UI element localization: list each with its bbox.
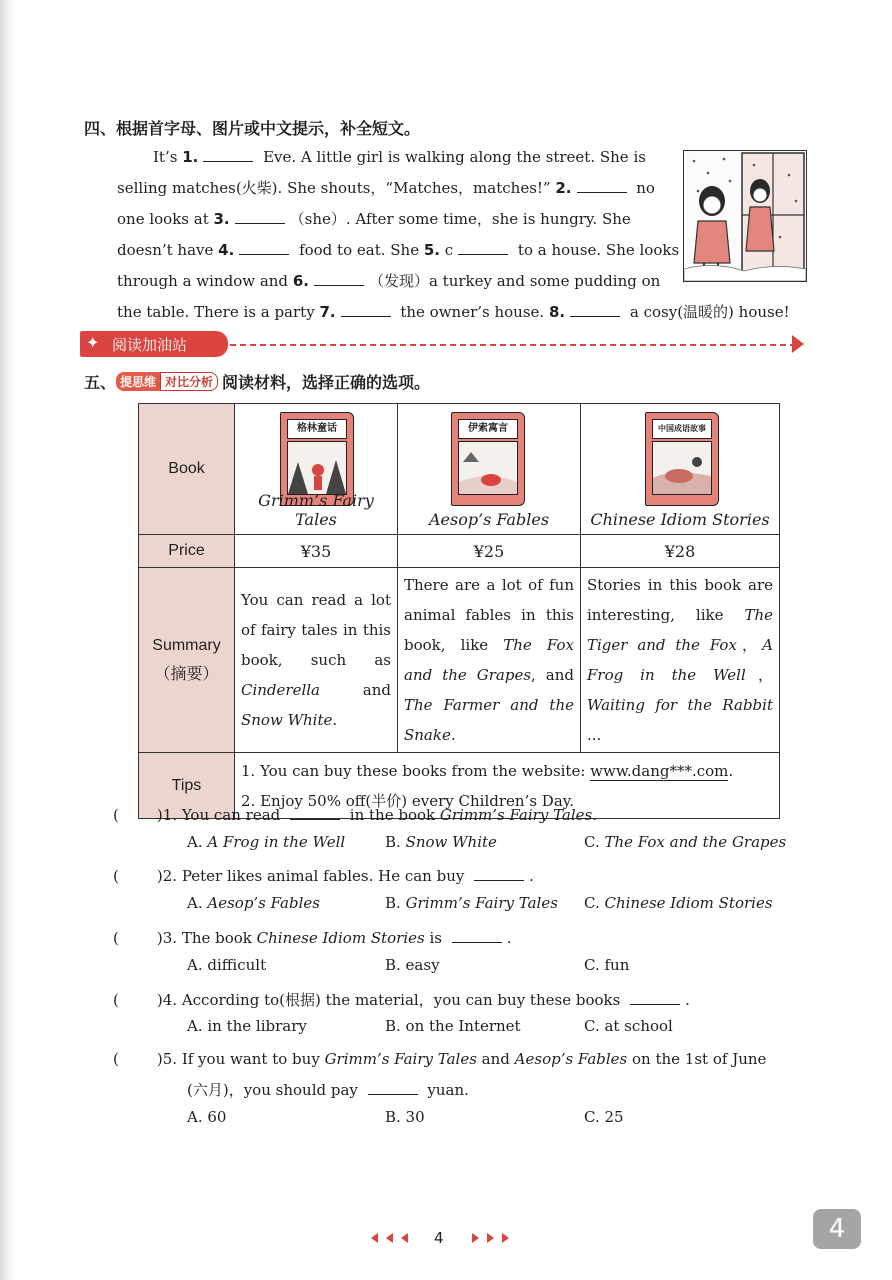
section5-prefix: 五、 bbox=[84, 373, 117, 392]
price-row bbox=[139, 535, 780, 568]
q1-option-b[interactable]: B. Snow White bbox=[385, 833, 497, 851]
summary-aesop: There are a lot of fun animal fables in this book, like The Fox and the Grapes, and The Farmer and the Snake. bbox=[398, 568, 581, 753]
star-icon: ✦ bbox=[86, 333, 100, 352]
cover-picture-aesop bbox=[458, 441, 518, 495]
book-cell-aesop bbox=[398, 404, 581, 535]
summary-idiom: Stories in this book are interesting, like The Tiger and the Fox，A Frog in the Well，Waiting for the Rabbit ... bbox=[581, 568, 780, 753]
q1-option-c[interactable]: C. The Fox and the Grapes bbox=[584, 833, 787, 851]
question-2: ( )2. Peter likes animal fables. He can buy . bbox=[113, 863, 534, 885]
summary-label-cn: （摘要） bbox=[154, 665, 219, 683]
tip-1: 1. You can buy these books from the website: www.dang***.com. bbox=[241, 761, 734, 780]
question-5: ( )5. If you want to buy Grimm’s Fairy Tales and Aesop’s Fables on the 1st of June bbox=[113, 1047, 766, 1068]
passage-line-6: the table. There is a party 7. the owner’s house. 8. a cosy(温暖的) house! bbox=[117, 297, 790, 328]
website-link[interactable]: www.dang***.com bbox=[590, 761, 729, 780]
banner-dashed-line bbox=[230, 344, 796, 346]
price-grimm: ¥35 bbox=[235, 535, 398, 568]
blank-5[interactable] bbox=[458, 237, 508, 255]
q3-blank[interactable] bbox=[452, 925, 502, 943]
books-table bbox=[138, 403, 780, 819]
q1-blank[interactable] bbox=[290, 802, 340, 820]
price-aesop: ¥25 bbox=[398, 535, 581, 568]
book-cell-idiom bbox=[581, 404, 780, 535]
question-5-line-2: (六月)，you should pay yuan. bbox=[187, 1077, 469, 1100]
prev-arrow-icon bbox=[401, 1233, 408, 1243]
row-label-price: Price bbox=[139, 535, 235, 568]
q3-option-a[interactable]: A. difficult bbox=[187, 956, 267, 974]
book-title-idiom: Chinese Idiom Stories bbox=[590, 510, 770, 529]
row-label-book: Book bbox=[139, 404, 235, 535]
book-cell-grimm bbox=[235, 404, 398, 535]
section5-heading-row bbox=[84, 370, 430, 393]
match-girl-illustration bbox=[683, 150, 807, 282]
answer-slot-4[interactable] bbox=[124, 988, 152, 1005]
banner-label-box bbox=[80, 331, 228, 357]
blank-1[interactable] bbox=[203, 144, 253, 162]
q3-option-c[interactable]: C. fun bbox=[584, 956, 630, 974]
passage-line-3: one looks at 3. （she）. After some time，she is hungry. She bbox=[117, 204, 790, 235]
page-corner-badge: 4 bbox=[813, 1209, 861, 1249]
banner-label: 阅读加油站 bbox=[112, 336, 188, 354]
next-arrow-icon bbox=[502, 1233, 509, 1243]
cover-picture-idiom bbox=[652, 441, 712, 495]
q2-blank[interactable] bbox=[474, 863, 524, 881]
reading-banner bbox=[80, 331, 804, 359]
prev-arrow-icon bbox=[386, 1233, 393, 1243]
summary-row bbox=[139, 568, 780, 753]
passage-line-5: through a window and 6. （发现）a turkey and some pudding on bbox=[117, 266, 790, 297]
blank-3[interactable] bbox=[235, 206, 285, 224]
book-cover-aesop bbox=[451, 412, 525, 506]
q5-blank[interactable] bbox=[368, 1077, 418, 1095]
page-edge-shadow bbox=[0, 0, 16, 1280]
passage-line-4: doesn’t have 4. food to eat. She 5. c to a house. She looks bbox=[117, 235, 790, 266]
q1-option-a[interactable]: A. A Frog in the Well bbox=[187, 833, 346, 851]
answer-slot-5[interactable] bbox=[124, 1047, 152, 1064]
section5-heading: 阅读材料，选择正确的选项。 bbox=[222, 373, 431, 392]
q5-option-c[interactable]: C. 25 bbox=[584, 1108, 624, 1126]
blank-6[interactable] bbox=[314, 268, 364, 286]
answer-slot-1[interactable] bbox=[124, 803, 152, 820]
question-3: ( )3. The book Chinese Idiom Stories is . bbox=[113, 925, 512, 947]
q4-blank[interactable] bbox=[630, 987, 680, 1005]
page-number: 4 bbox=[434, 1229, 444, 1247]
question-4: ( )4. According to(根据) the material，you can buy these books . bbox=[113, 987, 690, 1010]
q2-option-a[interactable]: A. Aesop’s Fables bbox=[187, 894, 320, 912]
match-girl-drawing bbox=[684, 151, 806, 281]
cover-title-aesop: 伊索寓言 bbox=[458, 419, 518, 439]
book-row bbox=[139, 404, 780, 535]
summary-grimm: You can read a lot of fairy tales in this book, such as Cinderella and Snow White. bbox=[235, 568, 398, 753]
banner-arrow-icon bbox=[792, 335, 804, 353]
book-cover-idiom bbox=[645, 412, 719, 506]
q2-option-b[interactable]: B. Grimm’s Fairy Tales bbox=[385, 894, 558, 912]
next-arrow-icon bbox=[472, 1233, 479, 1243]
q5-option-b[interactable]: B. 30 bbox=[385, 1108, 425, 1126]
summary-label-en: Summary bbox=[152, 636, 221, 654]
book-title-aesop: Aesop’s Fables bbox=[428, 510, 550, 529]
cover-picture-grimm bbox=[287, 441, 347, 495]
answer-slot-3[interactable] bbox=[124, 926, 152, 943]
book-title-grimm: Grimm’s Fairy Tales bbox=[258, 491, 374, 529]
prev-arrow-icon bbox=[371, 1233, 378, 1243]
row-label-summary bbox=[139, 568, 235, 753]
thinking-badge: 提思维 bbox=[116, 372, 160, 391]
q4-option-c[interactable]: C. at school bbox=[584, 1017, 673, 1035]
question-1: ( )1. You can read in the book Grimm’s Fairy Tales. bbox=[113, 802, 597, 824]
cover-title-grimm: 格林童话 bbox=[287, 419, 347, 439]
answer-slot-2[interactable] bbox=[124, 864, 152, 881]
blank-2[interactable] bbox=[577, 175, 627, 193]
blank-8[interactable] bbox=[570, 299, 620, 317]
q5-option-a[interactable]: A. 60 bbox=[187, 1108, 227, 1126]
passage-line-1: It’s 1. Eve. A little girl is walking along the street. She is bbox=[117, 142, 790, 173]
row-label-tips: Tips bbox=[139, 753, 235, 819]
next-arrow-icon bbox=[487, 1233, 494, 1243]
tip-2: 2. Enjoy 50% off(半价) every Children’s Day. bbox=[241, 791, 575, 810]
section4-heading: 四、根据首字母、图片或中文提示，补全短文。 bbox=[84, 119, 421, 138]
blank-4[interactable] bbox=[239, 237, 289, 255]
blank-7[interactable] bbox=[341, 299, 391, 317]
passage-line-2: selling matches(火柴). She shouts，“Matches，matches!” 2. no bbox=[117, 173, 790, 204]
q4-option-a[interactable]: A. in the library bbox=[187, 1017, 307, 1035]
cover-title-idiom: 中国成语故事 bbox=[652, 419, 712, 439]
q3-option-b[interactable]: B. easy bbox=[385, 956, 440, 974]
compare-badge: 对比分析 bbox=[160, 372, 218, 391]
price-idiom: ¥28 bbox=[581, 535, 780, 568]
q4-option-b[interactable]: B. on the Internet bbox=[385, 1017, 521, 1035]
q2-option-c[interactable]: C. Chinese Idiom Stories bbox=[584, 894, 773, 912]
page-footer bbox=[0, 1226, 892, 1250]
